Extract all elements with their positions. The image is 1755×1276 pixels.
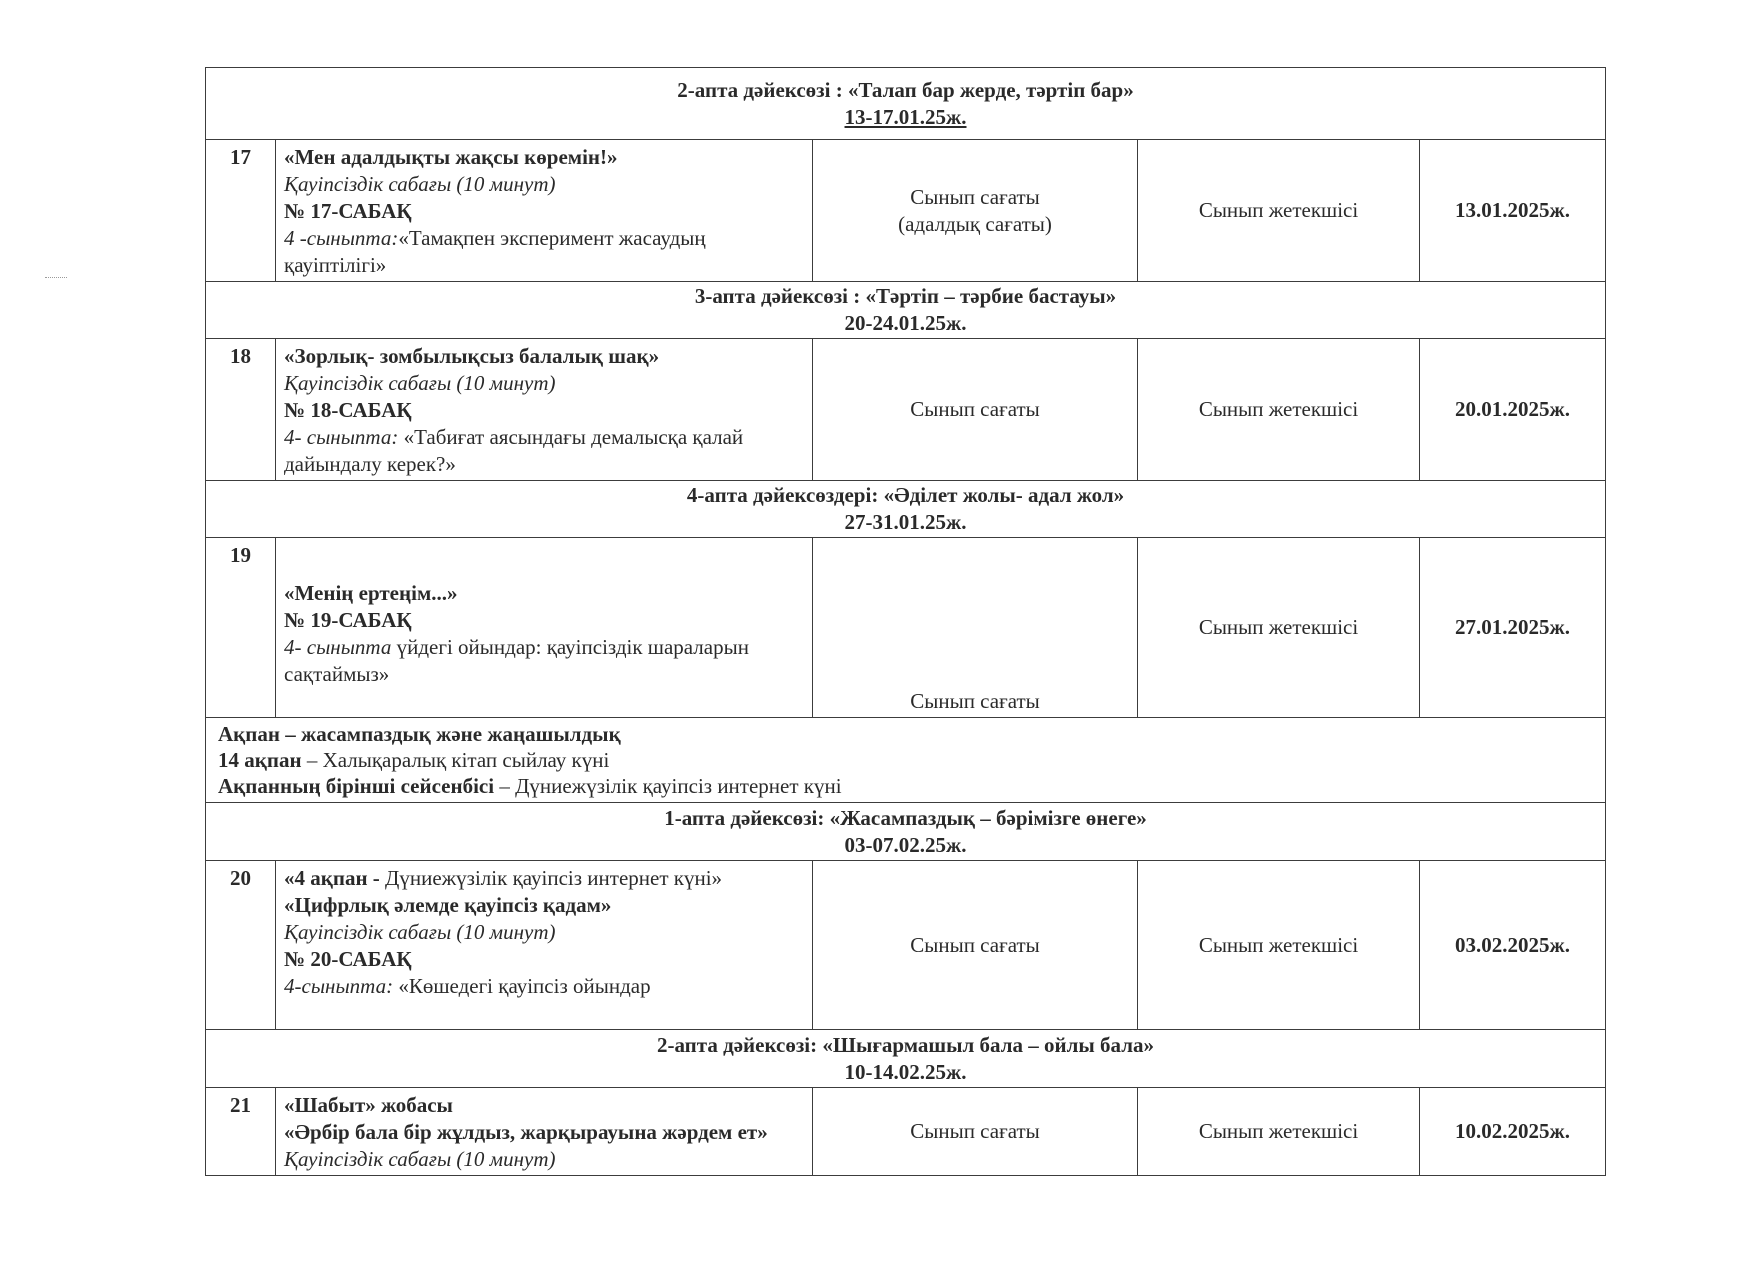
week-dates: 20-24.01.25ж. [844,311,967,335]
lesson-number: 20 [206,861,276,1030]
lesson-title: «Зорлық- зомбылықсыз балалық шақ» [284,344,660,368]
week-title: 2-апта дәйексөзі : «Талап бар жерде, тәртіп бар» [677,77,1134,102]
week-dates: 03-07.02.25ж. [844,832,967,857]
class-label: 4-сыныпта: [284,974,394,998]
title-bold: «4 ақпан - [284,866,386,890]
scan-edge-mark [45,277,67,284]
schedule-table [205,67,1606,1176]
form-line2: (адалдық сағаты) [898,211,1052,236]
week-header [206,282,1606,339]
week-title: 3-апта дәйексөзі : «Тәртіп – тәрбие бастауы» [694,284,1117,308]
lesson-form: Сынып сағаты [813,861,1138,1030]
class-line [284,973,804,1000]
month-event [218,773,1593,799]
lesson-title-line [284,1119,804,1173]
event-date: Ақпанның бірінші сейсенбісі [218,774,495,798]
project-name: «Шабыт» жобасы [284,1093,453,1117]
class-line [284,225,804,279]
table-row [206,1088,1606,1176]
week-header-row [206,481,1606,538]
responsible: Сынып жетекшісі [1138,861,1420,1030]
lesson-no: № 17-САБАҚ [284,199,412,223]
event-text: – Дүниежүзілік қауіпсіз интернет күні [494,774,842,798]
month-event [218,747,1593,773]
week-header-row [206,282,1606,339]
responsible: Сынып жетекшісі [1138,339,1420,481]
lesson-form: Сынып сағаты [813,538,1138,718]
safety-note: Қауіпсіздік сабағы (10 минут) [284,920,556,944]
week-header [206,68,1606,140]
class-text: «Көшедегі қауіпсіз ойындар [393,974,651,998]
lesson-title: «Менің ертеңім...» [284,580,458,605]
lesson-no: № 20-САБАҚ [284,947,412,971]
lesson-no: № 18-САБАҚ [284,398,412,422]
title-rest: Дүниежүзілік қауіпсіз интернет күні» [385,866,723,890]
table-row [206,140,1606,282]
class-text: «Тамақпен эксперимент жасаудың қауіптілігі» [284,226,706,277]
month-block [206,718,1606,803]
table-row [206,538,1606,718]
lesson-form: Сынып сағаты [813,1088,1138,1176]
lesson-date: 27.01.2025ж. [1420,538,1606,718]
lesson-topic [276,339,813,481]
lesson-topic [276,140,813,282]
lesson-title [284,865,804,892]
lesson-subtitle: «Цифрлық әлемде қауіпсіз қадам» [284,893,612,917]
lesson-topic [276,1088,813,1176]
lesson-title: «Мен адалдықты жақсы көремін!» [284,145,618,169]
class-label: 4- сыныпта [284,634,392,659]
lesson-number: 18 [206,339,276,481]
safety-note: Қауіпсіздік сабағы (10 минут) [284,172,556,196]
lesson-number: 19 [206,538,276,718]
lesson-topic [276,861,813,1030]
class-text: «Табиғат аясындағы демалысқа қалай дайындалу керек?» [284,425,744,476]
table-row [206,861,1606,1030]
safety-note: Қауіпсіздік сабағы (10 минут) [284,371,556,395]
week-title: 4-апта дәйексөздері: «Әділет жолы- адал жол» [686,483,1125,507]
lesson-topic [276,538,813,718]
week-title: 1-апта дәйексөзі: «Жасампаздық – бәрімізге өнеге» [664,805,1147,830]
class-label: 4- сыныпта: [284,425,399,449]
class-line [284,634,804,688]
event-date: 14 ақпан [218,748,302,772]
form-line1: Сынып сағаты [910,184,1040,209]
week-header-row [206,1030,1606,1088]
lesson-date: 03.02.2025ж. [1420,861,1606,1030]
week-dates: 27-31.01.25ж. [844,510,967,534]
lesson-number: 17 [206,140,276,282]
lesson-number: 21 [206,1088,276,1176]
week-dates: 13-17.01.25ж. [844,104,967,129]
responsible: Сынып жетекшісі [1138,538,1420,718]
lesson-no: № 19-САБАҚ [284,607,412,632]
week-header [206,481,1606,538]
week-header [206,1030,1606,1088]
month-row [206,718,1606,803]
class-text: үйдегі ойындар: қауіпсіздік шараларын сақтаймыз» [284,634,749,686]
month-title: Ақпан – жасампаздық және жаңашылдық [218,722,621,746]
safety-note: Қауіпсіздік сабағы (10 минут) [284,1147,556,1171]
lesson-form: Сынып сағаты [813,339,1138,481]
week-header [206,803,1606,861]
lesson-form [813,140,1138,282]
week-header-row [206,803,1606,861]
week-dates: 10-14.02.25ж. [844,1059,967,1084]
lesson-date: 20.01.2025ж. [1420,339,1606,481]
event-text: – Халықаралық кітап сыйлау күні [301,748,610,772]
class-label: 4 -сыныпта: [284,226,399,250]
lesson-date: 10.02.2025ж. [1420,1088,1606,1176]
week-header-row [206,68,1606,140]
week-title: 2-апта дәйексөзі: «Шығармашыл бала – ойлы бала» [656,1032,1155,1057]
responsible: Сынып жетекшісі [1138,1088,1420,1176]
responsible: Сынып жетекшісі [1138,140,1420,282]
lesson-title: «Әрбір бала бір жұлдыз, жарқырауына жәрдем ет» [284,1120,768,1144]
class-line [284,424,804,478]
lesson-date: 13.01.2025ж. [1420,140,1606,282]
table-row [206,339,1606,481]
